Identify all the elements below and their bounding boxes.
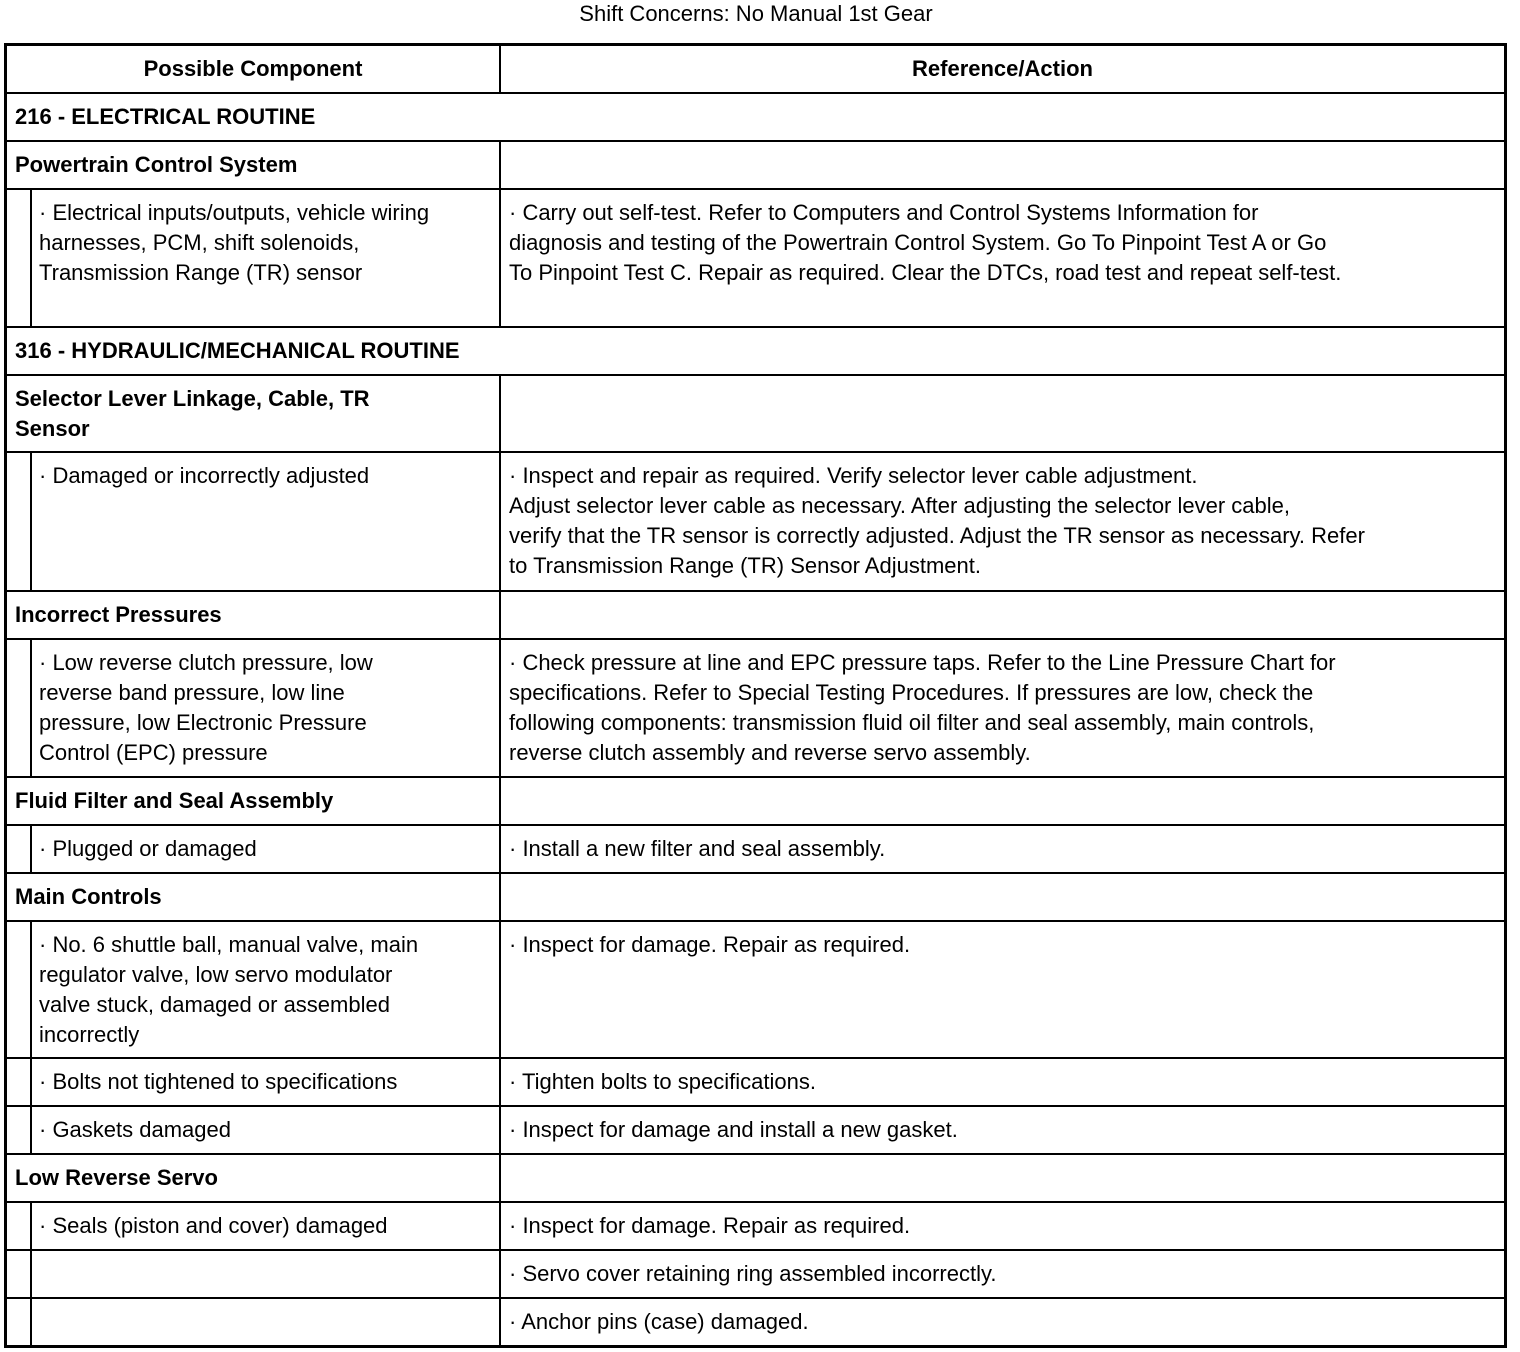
component-item [32,1299,501,1345]
table-row [7,190,1504,328]
action-cell-empty [501,376,1504,451]
table-row [7,1155,1504,1203]
component-item: · Damaged or incorrectly adjusted [32,453,501,590]
table-row [7,874,1504,922]
action-cell-empty [501,874,1504,920]
table-row [7,1299,1504,1345]
action-cell-empty [501,592,1504,638]
action-cell-empty [501,778,1504,824]
component-item [32,1251,501,1297]
component-group: Powertrain Control System [7,142,501,188]
table-row [7,94,1504,142]
table-row [7,640,1504,778]
component-group: Selector Lever Linkage, Cable, TR Sensor [7,376,501,451]
component-group: Incorrect Pressures [7,592,501,638]
indent-cell [7,1251,32,1297]
header-reference-action: Reference/Action [912,56,1093,81]
table-row [7,922,1504,1059]
action-item: · Servo cover retaining ring assembled incorrectly. [509,1261,997,1286]
table-row [7,376,1504,453]
component-item: · Electrical inputs/outputs, vehicle wiring harnesses, PCM, shift solenoids, Transmission Range (TR) sensor [32,190,501,326]
table-row [7,592,1504,640]
indent-cell [7,826,32,872]
section-heading: 216 - ELECTRICAL ROUTINE [15,104,316,129]
table-row [7,142,1504,190]
action-item: · Check pressure at line and EPC pressure taps. Refer to the Line Pressure Chart for specifications. Refer to Special Testing Procedures. If pressures are low, check the following components: transmission fluid oil filter and seal assembly, main controls, reverse clutch assembly and reverse servo assembly. [509,650,1336,765]
table-row [7,328,1504,376]
component-item: · Plugged or damaged [32,826,501,872]
component-item: · Seals (piston and cover) damaged [32,1203,501,1249]
action-cell-empty [501,142,1504,188]
header-possible-component: Possible Component [7,46,501,92]
component-item: · Bolts not tightened to specifications [32,1059,501,1105]
action-item: · Tighten bolts to specifications. [509,1069,816,1094]
component-item: · Low reverse clutch pressure, low reverse band pressure, low line pressure, low Electronic Pressure Control (EPC) pressure [32,640,501,776]
action-item: · Anchor pins (case) damaged. [509,1309,809,1334]
action-item: · Install a new filter and seal assembly. [509,836,886,861]
table-row [7,826,1504,874]
table-row [7,1059,1504,1107]
indent-cell [7,1203,32,1249]
shift-concerns-table [4,43,1507,1348]
table-row [7,453,1504,592]
component-group: Main Controls [7,874,501,920]
component-group: Fluid Filter and Seal Assembly [7,778,501,824]
component-item: · No. 6 shuttle ball, manual valve, main regulator valve, low servo modulator valve stuck, damaged or assembled incorrectly [32,922,501,1057]
table-row [7,1251,1504,1299]
section-heading: 316 - HYDRAULIC/MECHANICAL ROUTINE [15,338,460,363]
action-item: · Carry out self-test. Refer to Computers and Control Systems Information for diagnosis and testing of the Powertrain Control System. Go To Pinpoint Test A or Go To Pinpoint Test C. Repair as required. Clear the DTCs, road test and repeat self-test. [509,200,1342,285]
indent-cell [7,640,32,776]
indent-cell [7,922,32,1057]
indent-cell [7,453,32,590]
component-group: Low Reverse Servo [7,1155,501,1201]
action-item: · Inspect for damage. Repair as required. [509,1213,911,1238]
table-row [7,1107,1504,1155]
indent-cell [7,190,32,326]
table-row [7,1203,1504,1251]
action-item: · Inspect for damage and install a new gasket. [509,1117,958,1142]
table-title: Shift Concerns: No Manual 1st Gear [579,1,933,26]
action-cell-empty [501,1155,1504,1201]
action-item: · Inspect for damage. Repair as required. [509,932,911,957]
indent-cell [7,1299,32,1345]
indent-cell [7,1107,32,1153]
component-item: · Gaskets damaged [32,1107,501,1153]
table-row [7,778,1504,826]
table-header-row [7,46,1504,94]
indent-cell [7,1059,32,1105]
action-item: · Inspect and repair as required. Verify selector lever cable adjustment. Adjust selector lever cable as necessary. After adjusting the selector lever cable, verify that the TR sensor is correctly adjusted. Adjust the TR sensor as necessary. Refer to Transmission Range (TR) Sensor Adjustment. [509,463,1365,578]
